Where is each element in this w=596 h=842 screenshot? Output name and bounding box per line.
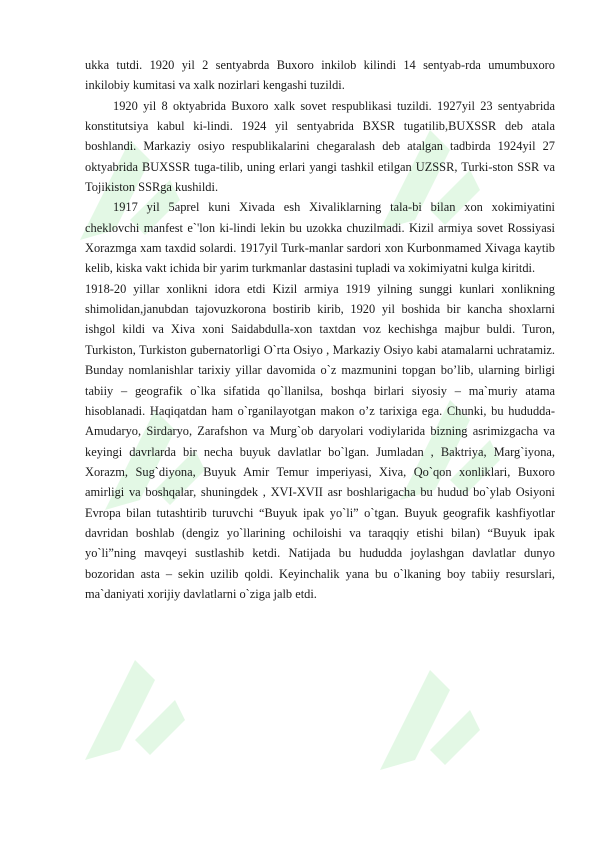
paragraph: 1917 yil 5aprel kuni Xivada esh Xivaliklarning tala-bi bilan xon xokimiyatini cheklovchi manfest e`'lon ki-lindi lekin bu uzokka chuzilmadi. Kizil armiya sovet Rossiyasi Xorazmga xam taxdid solardi. 1917yil Turk-manlar sardori xon Kurbonmamed Xivaga kaytib kelib, kiska vakt ichida bir yarim turkmanlar dastasini tupladi va xokimiyatni kulga kiritdi. [85,200,555,276]
watermark-logo-icon [75,650,195,770]
watermark-logo-icon [370,660,490,780]
body-text [85,55,555,604]
paragraph: 1918-20 yillar xonlikni idora etdi Kizil armiya 1919 yilning sunggi kunlari xonlikning shimolidan,janubdan tajovuzkorona bostirib kirib, 1920 yil boshida bir kancha shoxlarni ishgol kildi va Xiva xoni Saidabdulla-xon taxtdan voz kechishga majbur buldi. Turon, Turkiston, Turkiston gubernatorligi O`rta Osiyo , Markaziy Osiyo kabi atamalarni uchratamiz. Bunday nomlanishlar tarixiy yillar davomida o`z mazmunini topgan bo’lib, ularning birligi tabiiy – geografik o`lka sifatida qo`llanilsa, boshqa birlari siyosiy – ma`muriy atama hisoblanadi. Haqiqatdan ham o`rganilayotgan makon o’z tarixiga ega. Chunki, bu hududda- Amudaryo, Sirdaryo, Zarafshon va Murg`ob daryolari vodiylarida bizning asrimizgacha va keyingi davrlarda bir necha buyuk davlatlar bo`lgan. Jumladan , Baktriya, Marg`iyona, Xorazm, Sug`diyona, Buyuk Amir Temur imperiyasi, Xiva, Qo`qon xonliklari, Buxoro amirligi va boshqalar, shuningdek , XVI-XVII asr boshlarigacha bu hudud bo`ylab Osiyoni Evropa bilan tutashtirib turuvchi “Buyuk ipak yo`li” o`tgan. Buyuk geografik kashfiyotlar davridan boshlab (dengiz yo`llarining ochiloishi va taraqqiy etishi bilan) “Buyuk ipak yo`li”ning mavqeyi sustlashib ketdi. Natijada bu hududda joylashgan davlatlar dunyo bozoridan asta – sekin uzilib qoldi. Keyinchalik yana bu o`lkaning boy tabiiy resurslari, ma`daniyati xorijiy davlatlarni o`ziga jalb etdi. [85,281,555,601]
paragraph: 1920 yil 8 oktyabrida Buxoro xalk sovet respublikasi tuzildi. 1927yil 23 sentyabrida konstitutsiya kabul ki-lindi. 1924 yil sentyabrida BXSR tugatilib,BUXSSR deb atala boshlandi. Markaziy osiyo respublikalarini chegaralash deb atalgan tadbirda 1924yil 27 oktyabrida BUXSSR tuga-tilib, uning erlari yangi tashkil etilgan UZSSR, Turki-ston SSR va Tojikiston SSRga kushildi. [85,98,555,195]
paragraph: ukka tutdi. 1920 yil 2 sentyabrda Buxoro inkilob kilindi 14 sentyab-rda umumbuxoro inkilobiy kumitasi va xalk nozirlari kengashi tuzildi. [85,58,555,93]
